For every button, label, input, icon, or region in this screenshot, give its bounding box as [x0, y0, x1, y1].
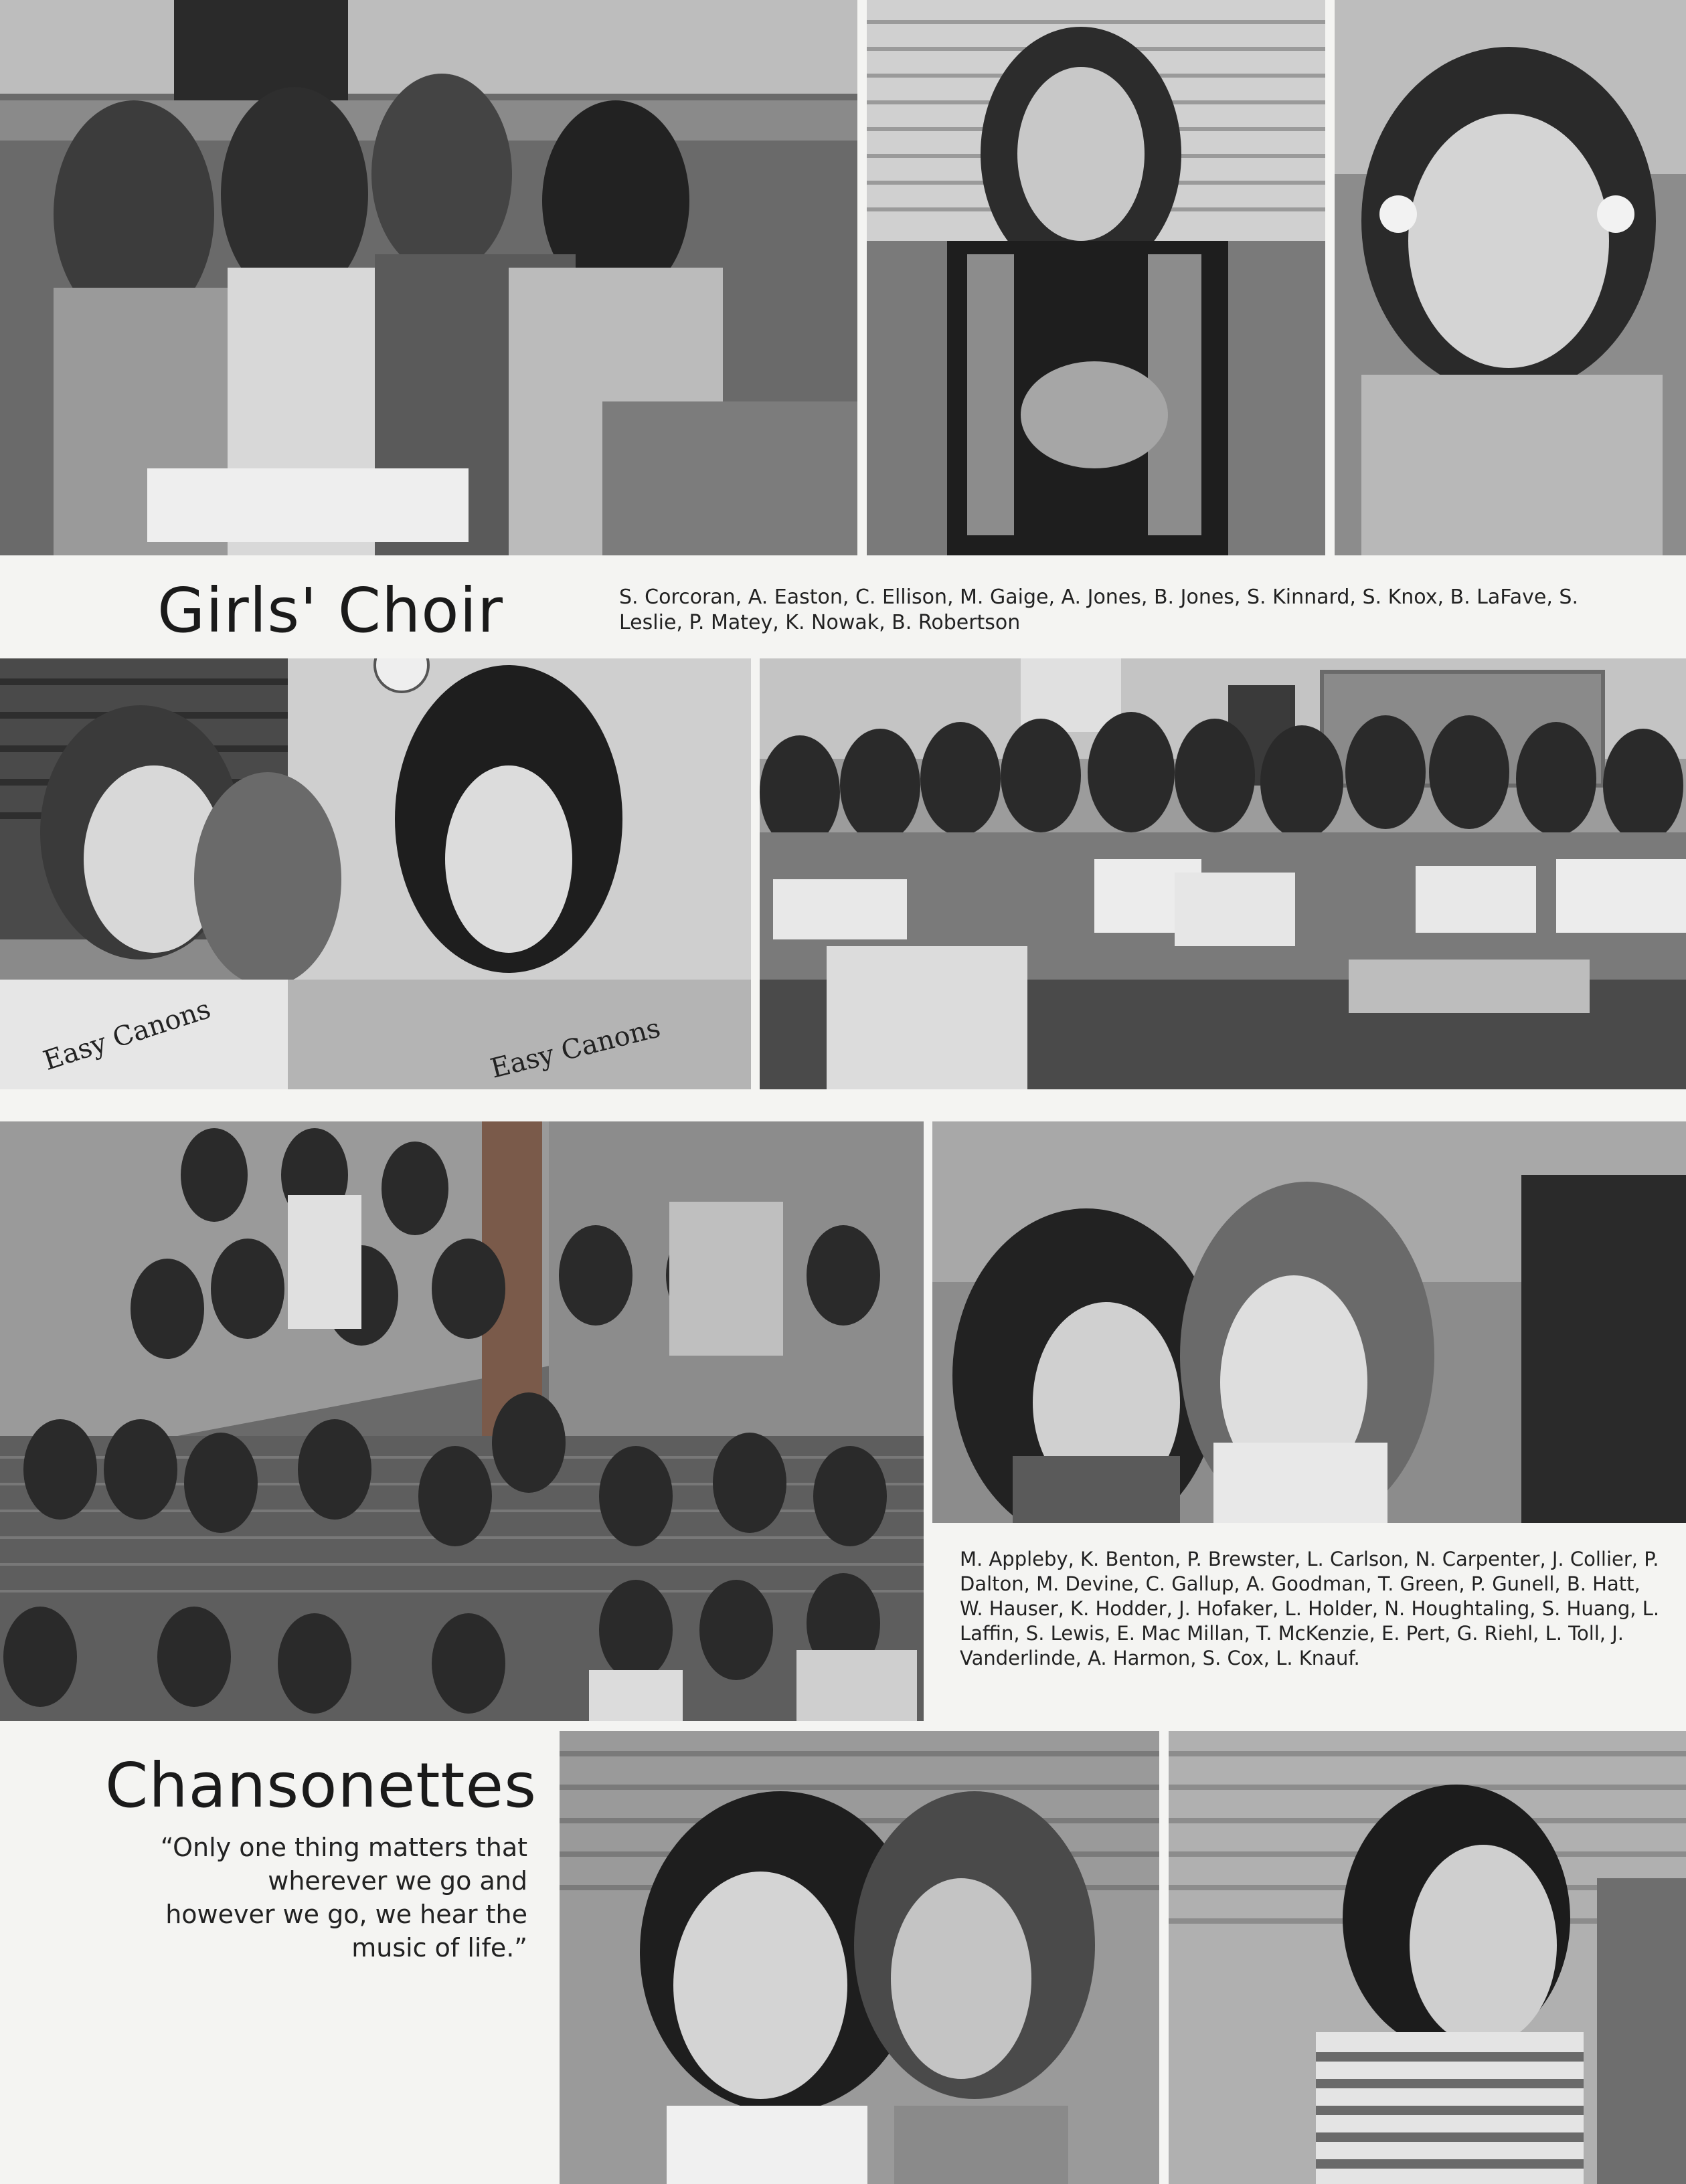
songbook-cover-left: Easy Canons	[39, 994, 215, 1077]
photo-girls-singing-easy-canons	[0, 658, 751, 1089]
photo-two-girls-singing	[932, 1121, 1686, 1523]
chansonettes-quote: “Only one thing matters that wherever we go and however we go, we hear the music of life.”	[160, 1833, 527, 1963]
songbook-cover-right: Easy Canons	[487, 1012, 664, 1085]
chansonettes-roster: M. Appleby, K. Benton, P. Brewster, L. Carlson, N. Carpenter, J. Collier, P. Dalton, M. Devine, C. Gallup, A. Goodman, T. Green, P. Gunell, B. Hatt, W. Hauser, K. Hodder, J. Hofaker, L. Holder, N. Houghtaling, S. Huang, L. Laffin, S. Lewis, E. Mac Millan, T. McKenzie, E. Pert, G. Riehl, L. Toll, J. Vanderlinde, A. Harmon, S. Cox, L. Knauf.	[960, 1548, 1660, 1669]
photo-choir-classroom-rehearsal	[760, 658, 1686, 1089]
photo-chansonettes-singers-closeup	[560, 1731, 1159, 2184]
photo-girls-seated-row	[0, 0, 857, 555]
girls-choir-roster: S. Corcoran, A. Easton, C. Ellison, M. Gaige, A. Jones, B. Jones, S. Kinnard, S. Knox, B. LaFave, S. Leslie, P. Matey, K. Nowak, B. Robertson	[619, 585, 1579, 634]
photo-chansonettes-group	[0, 1121, 924, 1721]
photo-girl-fur-coat	[867, 0, 1325, 555]
chansonettes-title: Chansonettes	[105, 1750, 537, 1821]
girls-choir-title: Girls' Choir	[157, 575, 503, 646]
photo-girl-striped-sweater	[1169, 1731, 1686, 2184]
photo-girl-hair-ribbons	[1335, 0, 1686, 555]
